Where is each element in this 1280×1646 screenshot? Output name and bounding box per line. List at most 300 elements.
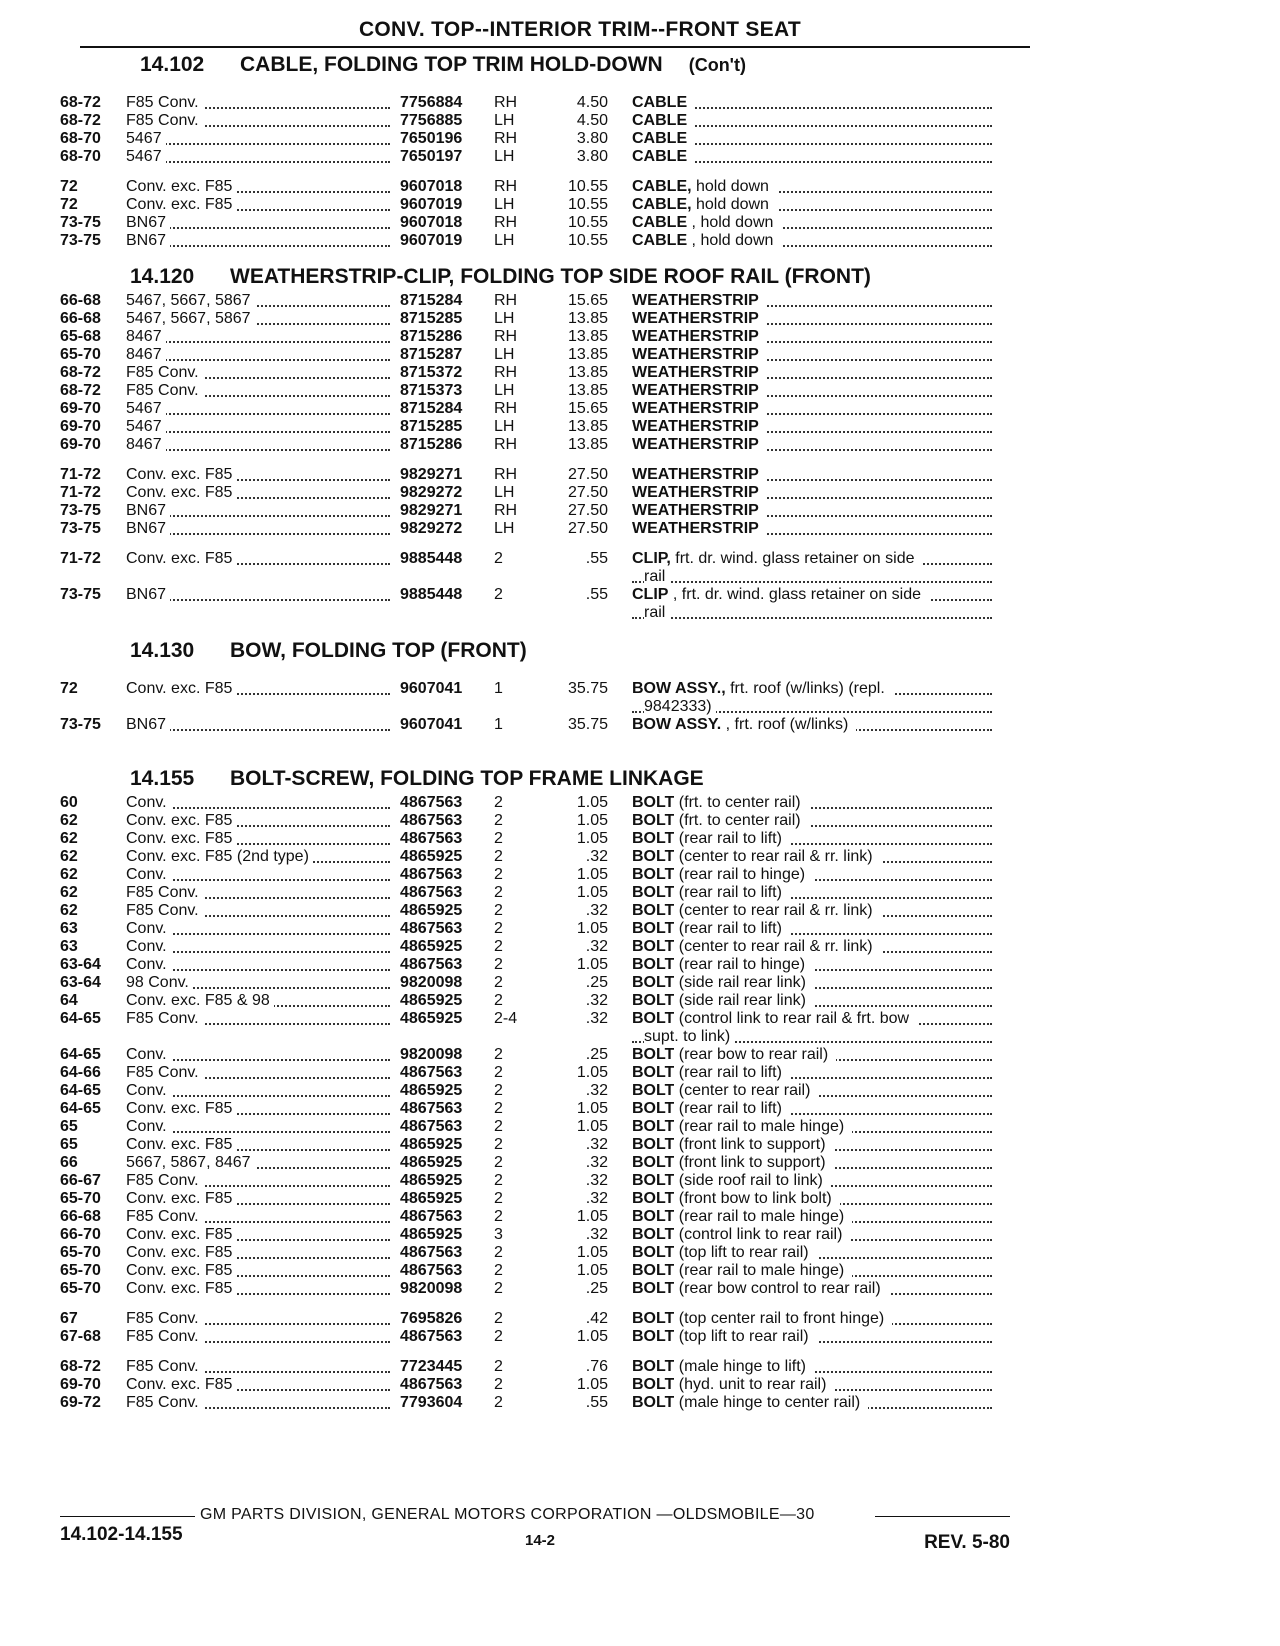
part-row bbox=[60, 310, 1040, 328]
description-text bbox=[632, 848, 881, 865]
section-title: BOW, FOLDING TOP (FRONT) bbox=[230, 639, 527, 662]
model-cell bbox=[126, 382, 400, 400]
model-name: 98 Conv. bbox=[126, 974, 193, 991]
part-row bbox=[60, 400, 1040, 418]
description-line bbox=[632, 214, 992, 232]
description-line bbox=[632, 400, 992, 418]
description bbox=[632, 938, 992, 956]
price: 10.55 bbox=[567, 232, 608, 249]
part-row bbox=[60, 716, 1040, 734]
catalog-section bbox=[60, 50, 1040, 262]
part-row bbox=[60, 214, 1040, 232]
part-number: 8715287 bbox=[400, 346, 463, 363]
part-row bbox=[60, 436, 1040, 454]
description-text bbox=[632, 1208, 852, 1225]
description-line bbox=[632, 1172, 992, 1190]
description-line bbox=[632, 130, 992, 148]
part-number: 8715286 bbox=[400, 436, 463, 453]
model-name: F85 Conv. bbox=[126, 364, 203, 381]
description-text bbox=[632, 130, 695, 147]
model-year: 65 bbox=[60, 1118, 78, 1135]
price: .32 bbox=[585, 1010, 608, 1027]
description-detail: (rear rail to male hinge) bbox=[674, 1118, 848, 1135]
model-name: BN67 bbox=[126, 716, 170, 733]
description-line bbox=[632, 418, 992, 436]
model-year: 71-72 bbox=[60, 550, 101, 567]
model-year: 68-72 bbox=[60, 94, 101, 111]
quantity: RH bbox=[494, 466, 518, 483]
description-detail: hold down bbox=[692, 196, 773, 213]
model-cell bbox=[126, 310, 400, 328]
model-name: Conv. exc. F85 bbox=[126, 196, 236, 213]
description bbox=[632, 884, 992, 902]
description bbox=[632, 400, 992, 418]
part-number: 7695826 bbox=[400, 1310, 463, 1327]
quantity: LH bbox=[494, 484, 515, 501]
description-line bbox=[632, 520, 992, 538]
price: .55 bbox=[585, 1394, 608, 1411]
description bbox=[632, 1100, 992, 1118]
description-detail: (center to rear rail & rr. link) bbox=[674, 902, 876, 919]
description bbox=[632, 716, 992, 734]
footer-revision: REV. 5-80 bbox=[924, 1532, 1010, 1553]
quantity: 2 bbox=[494, 1100, 503, 1117]
model-name: F85 Conv. bbox=[126, 1394, 203, 1411]
quantity: LH bbox=[494, 418, 515, 435]
description-name: CABLE bbox=[632, 94, 688, 111]
description-detail bbox=[687, 94, 691, 111]
section-heading bbox=[60, 636, 1040, 666]
section-number: 14.155 bbox=[130, 767, 195, 790]
part-number: 8715285 bbox=[400, 310, 463, 327]
part-number: 9607041 bbox=[400, 716, 463, 733]
part-group bbox=[60, 550, 1040, 622]
description-text bbox=[632, 866, 813, 883]
model-cell bbox=[126, 1244, 400, 1262]
model-cell bbox=[126, 794, 400, 812]
description-name: BOLT bbox=[632, 1394, 675, 1411]
part-row bbox=[60, 1244, 1040, 1262]
quantity: 2 bbox=[494, 1190, 503, 1207]
price: 1.05 bbox=[576, 1208, 608, 1225]
description-text bbox=[632, 178, 777, 195]
description bbox=[632, 680, 992, 716]
model-year: 68-72 bbox=[60, 1358, 101, 1375]
model-year: 72 bbox=[60, 178, 78, 195]
part-row bbox=[60, 1394, 1040, 1412]
description-detail: hold down bbox=[692, 178, 773, 195]
description-line bbox=[632, 1010, 992, 1028]
model-name: Conv. bbox=[126, 1046, 171, 1063]
description-line bbox=[632, 1328, 992, 1346]
model-year: 64-65 bbox=[60, 1082, 101, 1099]
part-row bbox=[60, 94, 1040, 112]
model-cell bbox=[126, 148, 400, 166]
description bbox=[632, 382, 992, 400]
part-number: 4867563 bbox=[400, 1262, 463, 1279]
model-name: Conv. bbox=[126, 938, 171, 955]
quantity: LH bbox=[494, 520, 515, 537]
description-line bbox=[632, 346, 992, 364]
price: .32 bbox=[585, 1154, 608, 1171]
part-row bbox=[60, 848, 1040, 866]
model-cell bbox=[126, 920, 400, 938]
section-number: 14.120 bbox=[130, 265, 195, 288]
quantity: RH bbox=[494, 400, 518, 417]
section-title: BOLT-SCREW, FOLDING TOP FRAME LINKAGE bbox=[230, 767, 704, 790]
price: .32 bbox=[585, 1082, 608, 1099]
description-line bbox=[632, 328, 992, 346]
description bbox=[632, 1118, 992, 1136]
description-name: BOLT bbox=[632, 866, 675, 883]
part-row bbox=[60, 1046, 1040, 1064]
model-name: F85 Conv. bbox=[126, 1064, 203, 1081]
description-text bbox=[632, 1190, 840, 1207]
model-name: Conv. exc. F85 bbox=[126, 1376, 236, 1393]
part-row bbox=[60, 418, 1040, 436]
price: .76 bbox=[585, 1358, 608, 1375]
model-cell bbox=[126, 1226, 400, 1244]
model-cell bbox=[126, 1358, 400, 1376]
model-year: 66-68 bbox=[60, 1208, 101, 1225]
description-name: BOLT bbox=[632, 1310, 675, 1327]
model-name: Conv. exc. F85 & 98 bbox=[126, 992, 274, 1009]
description-text bbox=[632, 1100, 790, 1117]
part-row bbox=[60, 812, 1040, 830]
description-line bbox=[632, 436, 992, 454]
model-year: 68-72 bbox=[60, 364, 101, 381]
price: 27.50 bbox=[567, 466, 608, 483]
part-row bbox=[60, 586, 1040, 622]
description-line bbox=[632, 94, 992, 112]
part-number: 9607019 bbox=[400, 196, 463, 213]
quantity: 2 bbox=[494, 956, 503, 973]
model-year: 68-70 bbox=[60, 130, 101, 147]
model-cell bbox=[126, 902, 400, 920]
price: .55 bbox=[585, 586, 608, 603]
model-cell bbox=[126, 196, 400, 214]
quantity: RH bbox=[494, 328, 518, 345]
description-line bbox=[632, 1358, 992, 1376]
price: .25 bbox=[585, 1280, 608, 1297]
description-name: BOLT bbox=[632, 1136, 675, 1153]
description-detail: (frt. to center rail) bbox=[674, 812, 804, 829]
description-text bbox=[632, 1244, 817, 1261]
model-cell bbox=[126, 178, 400, 196]
part-row bbox=[60, 346, 1040, 364]
model-cell bbox=[126, 520, 400, 538]
part-number: 8715284 bbox=[400, 400, 463, 417]
quantity: LH bbox=[494, 196, 515, 213]
description-line bbox=[632, 1100, 992, 1118]
description-continuation-text: rail bbox=[644, 568, 669, 585]
model-name: 5467 bbox=[126, 148, 166, 165]
description-detail bbox=[759, 520, 763, 537]
description bbox=[632, 520, 992, 538]
part-row bbox=[60, 1154, 1040, 1172]
model-name: 5667, 5867, 8467 bbox=[126, 1154, 255, 1171]
description-line bbox=[632, 1046, 992, 1064]
quantity: RH bbox=[494, 94, 518, 111]
part-number: 4867563 bbox=[400, 1100, 463, 1117]
part-row bbox=[60, 974, 1040, 992]
description bbox=[632, 130, 992, 148]
part-number: 4867563 bbox=[400, 956, 463, 973]
description-name: BOLT bbox=[632, 848, 675, 865]
quantity: RH bbox=[494, 436, 518, 453]
model-year: 65-70 bbox=[60, 1190, 101, 1207]
description-continuation bbox=[632, 568, 992, 586]
part-number: 7650196 bbox=[400, 130, 463, 147]
model-cell bbox=[126, 680, 400, 698]
section-title: WEATHERSTRIP-CLIP, FOLDING TOP SIDE ROOF RAIL (FRONT) bbox=[230, 265, 871, 288]
model-year: 63 bbox=[60, 938, 78, 955]
part-row bbox=[60, 1172, 1040, 1190]
part-row bbox=[60, 1136, 1040, 1154]
model-name: 8467 bbox=[126, 436, 166, 453]
price: 1.05 bbox=[576, 1064, 608, 1081]
model-cell bbox=[126, 1394, 400, 1412]
model-name: F85 Conv. bbox=[126, 1328, 203, 1345]
quantity: 2 bbox=[494, 1310, 503, 1327]
model-name: F85 Conv. bbox=[126, 902, 203, 919]
part-row bbox=[60, 1010, 1040, 1046]
description-name: BOLT bbox=[632, 920, 675, 937]
quantity: 2 bbox=[494, 812, 503, 829]
description-text bbox=[632, 1310, 892, 1327]
price: 3.80 bbox=[576, 148, 608, 165]
part-row bbox=[60, 178, 1040, 196]
description-line bbox=[632, 1082, 992, 1100]
description-name: BOLT bbox=[632, 1358, 675, 1375]
description-name: WEATHERSTRIP bbox=[632, 484, 759, 501]
quantity: 2 bbox=[494, 586, 503, 603]
description-name: BOLT bbox=[632, 1376, 675, 1393]
description-name: WEATHERSTRIP bbox=[632, 400, 759, 417]
description-text bbox=[632, 196, 777, 213]
quantity: RH bbox=[494, 130, 518, 147]
description-line bbox=[632, 1154, 992, 1172]
part-number: 9829271 bbox=[400, 466, 463, 483]
model-year: 69-70 bbox=[60, 400, 101, 417]
model-year: 69-70 bbox=[60, 436, 101, 453]
part-number: 4867563 bbox=[400, 866, 463, 883]
model-name: BN67 bbox=[126, 232, 170, 249]
description bbox=[632, 866, 992, 884]
description-text bbox=[632, 1136, 834, 1153]
description bbox=[632, 830, 992, 848]
model-cell bbox=[126, 1046, 400, 1064]
description-name: CABLE bbox=[632, 130, 688, 147]
part-number: 8715284 bbox=[400, 292, 463, 309]
part-number: 9607018 bbox=[400, 214, 463, 231]
model-cell bbox=[126, 346, 400, 364]
model-cell bbox=[126, 418, 400, 436]
part-row bbox=[60, 1118, 1040, 1136]
part-number: 4867563 bbox=[400, 884, 463, 901]
description-detail bbox=[687, 148, 691, 165]
quantity: 2 bbox=[494, 1358, 503, 1375]
description-name: BOLT bbox=[632, 884, 675, 901]
description-line bbox=[632, 848, 992, 866]
description bbox=[632, 974, 992, 992]
price: 1.05 bbox=[576, 830, 608, 847]
description-detail bbox=[759, 328, 763, 345]
model-cell bbox=[126, 94, 400, 112]
model-year: 63-64 bbox=[60, 956, 101, 973]
model-name: Conv. exc. F85 (2nd type) bbox=[126, 848, 313, 865]
footer-section-range: 14.102-14.155 bbox=[60, 1524, 183, 1545]
model-cell bbox=[126, 328, 400, 346]
model-year: 62 bbox=[60, 902, 78, 919]
description-line bbox=[632, 716, 992, 734]
description-line bbox=[632, 382, 992, 400]
model-cell bbox=[126, 112, 400, 130]
description-text bbox=[632, 938, 881, 955]
price: 35.75 bbox=[567, 680, 608, 697]
part-number: 9829272 bbox=[400, 484, 463, 501]
quantity: 1 bbox=[494, 680, 503, 697]
description-name: CLIP, bbox=[632, 550, 671, 567]
description-name: BOLT bbox=[632, 1190, 675, 1207]
quantity: 2-4 bbox=[494, 1010, 518, 1027]
price: 35.75 bbox=[567, 716, 608, 733]
description bbox=[632, 1136, 992, 1154]
model-year: 65-70 bbox=[60, 1280, 101, 1297]
part-number: 7756885 bbox=[400, 112, 463, 129]
model-cell bbox=[126, 214, 400, 232]
description-name: CABLE bbox=[632, 232, 688, 249]
price: .32 bbox=[585, 1172, 608, 1189]
description-text bbox=[632, 1394, 868, 1411]
model-year: 60 bbox=[60, 794, 78, 811]
model-cell bbox=[126, 130, 400, 148]
description-detail: (rear rail to male hinge) bbox=[674, 1262, 848, 1279]
part-row bbox=[60, 550, 1040, 586]
model-name: F85 Conv. bbox=[126, 1208, 203, 1225]
quantity: 2 bbox=[494, 794, 503, 811]
description-name: BOLT bbox=[632, 938, 675, 955]
description-detail: (rear rail to lift) bbox=[674, 884, 786, 901]
price: .32 bbox=[585, 1136, 608, 1153]
quantity: LH bbox=[494, 310, 515, 327]
description-detail: (rear rail to hinge) bbox=[674, 866, 809, 883]
part-row bbox=[60, 1100, 1040, 1118]
description bbox=[632, 328, 992, 346]
model-cell bbox=[126, 1262, 400, 1280]
description-text bbox=[632, 94, 695, 111]
part-row bbox=[60, 1190, 1040, 1208]
model-cell bbox=[126, 716, 400, 734]
model-cell bbox=[126, 974, 400, 992]
price: 27.50 bbox=[567, 502, 608, 519]
model-year: 65-70 bbox=[60, 1262, 101, 1279]
description-text bbox=[632, 292, 767, 309]
description bbox=[632, 418, 992, 436]
description bbox=[632, 436, 992, 454]
description-detail: frt. dr. wind. glass retainer on side bbox=[671, 550, 919, 567]
model-cell bbox=[126, 866, 400, 884]
description bbox=[632, 1172, 992, 1190]
model-name: Conv. exc. F85 bbox=[126, 178, 236, 195]
model-name: F85 Conv. bbox=[126, 1310, 203, 1327]
model-year: 66 bbox=[60, 1154, 78, 1171]
model-name: Conv. bbox=[126, 956, 171, 973]
part-row bbox=[60, 520, 1040, 538]
description-name: CABLE bbox=[632, 214, 688, 231]
description-line bbox=[632, 1190, 992, 1208]
model-cell bbox=[126, 1118, 400, 1136]
part-row bbox=[60, 1208, 1040, 1226]
quantity: 2 bbox=[494, 830, 503, 847]
part-number: 7793604 bbox=[400, 1394, 463, 1411]
part-row bbox=[60, 1310, 1040, 1328]
description-line bbox=[632, 196, 992, 214]
description-name: BOLT bbox=[632, 1046, 675, 1063]
part-number: 4865925 bbox=[400, 938, 463, 955]
footer-rule-left bbox=[60, 1516, 195, 1517]
model-cell bbox=[126, 292, 400, 310]
quantity: 2 bbox=[494, 974, 503, 991]
price: .25 bbox=[585, 974, 608, 991]
catalog-section bbox=[60, 764, 1040, 1424]
description bbox=[632, 1046, 992, 1064]
price: .25 bbox=[585, 1046, 608, 1063]
part-row bbox=[60, 466, 1040, 484]
part-row bbox=[60, 680, 1040, 716]
section-heading bbox=[60, 764, 1040, 794]
model-cell bbox=[126, 1064, 400, 1082]
model-cell bbox=[126, 1172, 400, 1190]
model-cell bbox=[126, 550, 400, 568]
model-year: 66-67 bbox=[60, 1172, 101, 1189]
description-text bbox=[632, 884, 790, 901]
quantity: RH bbox=[494, 214, 518, 231]
model-cell bbox=[126, 364, 400, 382]
price: 10.55 bbox=[567, 214, 608, 231]
price: .42 bbox=[585, 1310, 608, 1327]
quantity: 2 bbox=[494, 884, 503, 901]
description-text bbox=[632, 148, 695, 165]
part-number: 9829272 bbox=[400, 520, 463, 537]
description-name: BOLT bbox=[632, 812, 675, 829]
description-detail: (rear rail to lift) bbox=[674, 920, 786, 937]
model-name: 5467 bbox=[126, 400, 166, 417]
model-year: 64-65 bbox=[60, 1046, 101, 1063]
description bbox=[632, 292, 992, 310]
model-name: Conv. exc. F85 bbox=[126, 484, 236, 501]
section-title: CABLE, FOLDING TOP TRIM HOLD-DOWN bbox=[240, 53, 663, 76]
price: 4.50 bbox=[576, 112, 608, 129]
description-detail: frt. roof (w/links) (repl. bbox=[726, 680, 889, 697]
description-line bbox=[632, 1244, 992, 1262]
page-header bbox=[80, 18, 1030, 48]
price: 1.05 bbox=[576, 1118, 608, 1135]
part-number: 4867563 bbox=[400, 1118, 463, 1135]
part-row bbox=[60, 1280, 1040, 1298]
part-row bbox=[60, 920, 1040, 938]
description bbox=[632, 1082, 992, 1100]
description-detail: (side roof rail to link) bbox=[674, 1172, 827, 1189]
quantity: 2 bbox=[494, 938, 503, 955]
model-year: 71-72 bbox=[60, 484, 101, 501]
description-text bbox=[632, 1010, 917, 1027]
model-cell bbox=[126, 848, 400, 866]
quantity: 2 bbox=[494, 992, 503, 1009]
model-year: 63-64 bbox=[60, 974, 101, 991]
description-detail: (rear rail to lift) bbox=[674, 1064, 786, 1081]
price: 13.85 bbox=[567, 364, 608, 381]
